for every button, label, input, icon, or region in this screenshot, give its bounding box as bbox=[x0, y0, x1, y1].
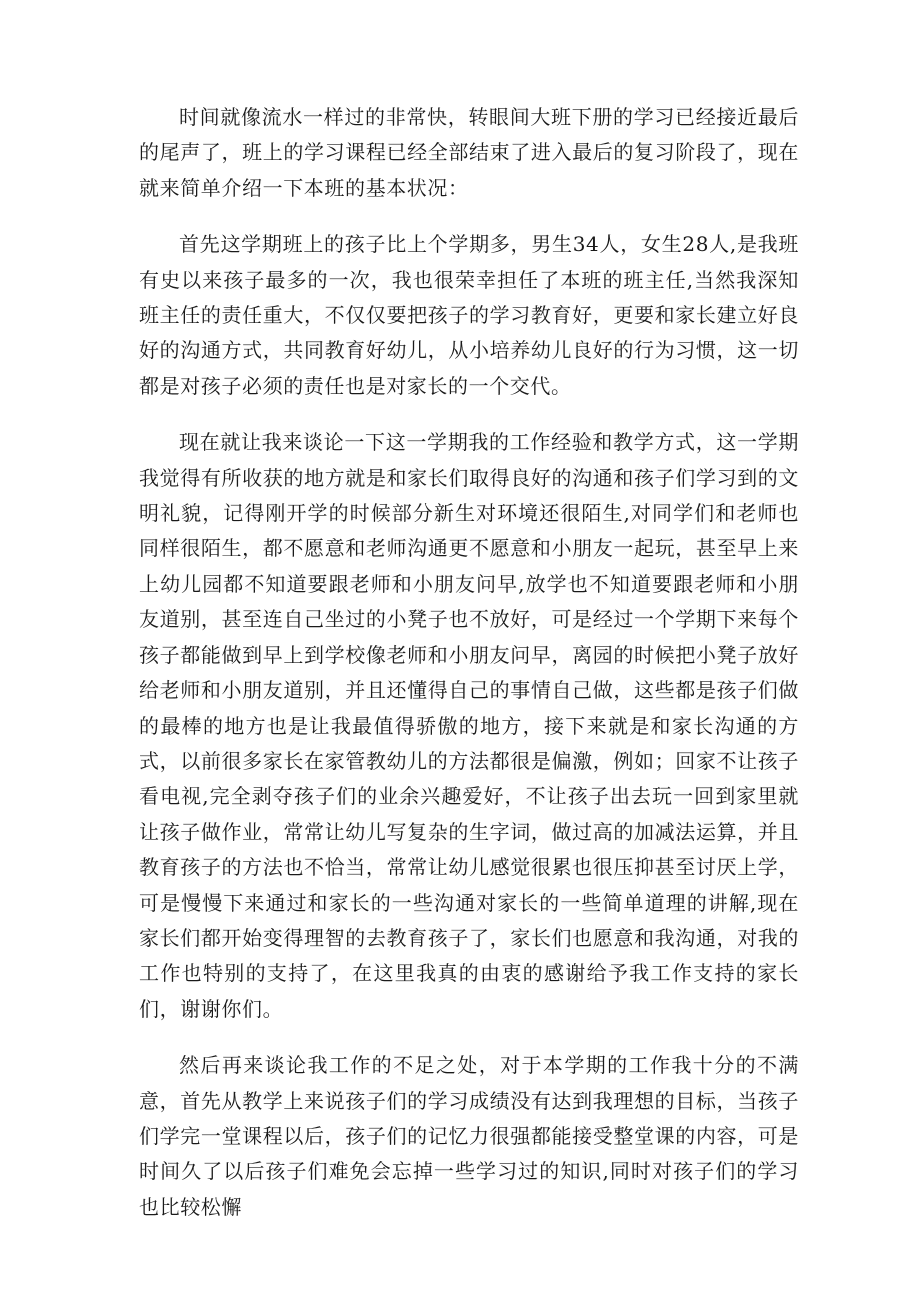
paragraph-shortcomings: 然后再来谈论我工作的不足之处，对于本学期的工作我十分的不满意，首先从教学上来说孩子们的学习成绩没有达到我理想的目标，当孩子们学完一堂课程以后，孩子们的记忆力很强都能接受整堂课的内容，可是时间久了以后孩子们难免会忘掉一些学习过的知识,同时对孩子们的学习也比较松懈 bbox=[139, 1053, 799, 1219]
document-body bbox=[139, 100, 799, 1246]
paragraph-work-experience: 现在就让我来谈论一下这一学期我的工作经验和教学方式，这一学期我觉得有所收获的地方就是和家长们取得良好的沟通和孩子们学习到的文明礼貌，记得刚开学的时候部分新生对环境还很陌生,对同学们和老师也同样很陌生，都不愿意和老师沟通更不愿意和小朋友一起玩，甚至早上来上幼儿园都不知道要跟老师和小朋友问早,放学也不知道要跟老师和小朋友道别，甚至连自己坐过的小凳子也不放好，可是经过一个学期下来每个孩子都能做到早上到学校像老师和小朋友问早，离园的时候把小凳子放好给老师和小朋友道别，并且还懂得自己的事情自己做，这些都是孩子们做的最棒的地方也是让我最值得骄傲的地方，接下来就是和家长沟通的方式，以前很多家长在家管教幼儿的方法都很是偏激，例如；回家不让孩子看电视,完全剥夺孩子们的业余兴趣爱好，不让孩子出去玩一回到家里就让孩子做作业，常常让幼儿写复杂的生字词，做过高的加减法运算，并且教育孩子的方法也不恰当，常常让幼儿感觉很累也很压抑甚至讨厌上学，可是慢慢下来通过和家长的一些沟通对家长的一些简单道理的讲解,现在家长们都开始变得理智的去教育孩子了，家长们也愿意和我沟通，对我的工作也特别的支持了，在这里我真的由衷的感谢给予我工作支持的家长们，谢谢你们。 bbox=[139, 430, 799, 1021]
paragraph-class-overview: 首先这学期班上的孩子比上个学期多，男生34人，女生28人,是我班有史以来孩子最多的一次，我也很荣幸担任了本班的班主任,当然我深知班主任的责任重大，不仅仅要把孩子的学习教育好，更要和家长建立好良好的沟通方式，共同教育好幼儿，从小培养幼儿良好的行为习惯，这一切都是对孩子必须的责任也是对家长的一个交代。 bbox=[139, 232, 799, 398]
paragraph-intro: 时间就像流水一样过的非常快，转眼间大班下册的学习已经接近最后的尾声了，班上的学习课程已经全部结束了进入最后的复习阶段了，现在就来简单介绍一下本班的基本状况： bbox=[139, 105, 799, 200]
